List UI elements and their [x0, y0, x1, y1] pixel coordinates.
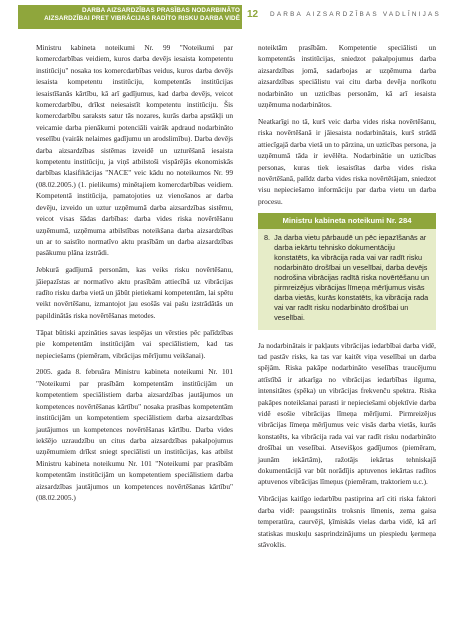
paragraph: Ja nodarbinātais ir pakļauts vibrācijas iedarbībai darba vidē, tad pastāv risks, ka tas var kaitēt viņa veselībai un darba spējām. Riska pakāpe nodarbināto veselības traucējumu attīstībā ir atkarīga no vibrācijas iedarbības ilguma, intensitātes (spēka) un vibrācijas frekvenču spektra. Riska pakāpes noteikšanai parasti ir nepieciešami objektīvie darba vidē esošie vibrācijas līmeņa mērījumi. Pirmreizējus vibrācijas līmeņa mērījumus veic visās darba vietās, kurās konstatēts, ka vibrācija rada vai var radīt risku nodarbināto drošībai un veselībai. Atsevišķos gadījumos (piemēram, jaunām iekārtām), ražotājs iekārtas tehniskajā dokumentācijā var būt norādījis aptuvenos iekārtas radītos aptuvenos vibrācijas līmeņus (piemēram, traktoriem u.c.). [258, 340, 436, 487]
paragraph: noteiktām prasībām. Kompetentie speciālisti un kompetentās institūcijas, sniedzot pakalpojumus darba aizsardzības jomā, sadarbojas ar uzņēmuma darba aizsardzības speciālistu vai citu darba devēja norīkotu nodarbināto un uzticības personām, kā arī iesaista uzņēmuma nodarbinātos. [258, 43, 436, 110]
left-text-column [36, 42, 233, 509]
callout-title: Ministru kabineta noteikumi Nr. 284 [258, 213, 436, 229]
regulation-callout-box [258, 213, 436, 330]
header-chapter-title [20, 7, 240, 23]
paragraph: Neatkarīgi no tā, kurš veic darba vides riska novērtēšanu, riska novērtēšanā ir jāiesaista nodarbinātais, kurš strādā attiecīgajā darba vietā un to pārzina, un uzticības persona, ja uzņēmumā tāda ir ievēlēta. Nodarbinātie un uzticības personas, kuras tiek iesaistītas darba vides riska novērtēšanā, palīdz darba vides riska novērtētājam, sniedzot visu nepieciešamo informāciju par darba vietu un darba procesu. [258, 116, 436, 206]
header-publication-title: DARBA AIZSARDZĪBAS VADLĪNIJAS [270, 11, 441, 18]
paragraph: 2005. gada 8. februāra Ministru kabineta noteikumi Nr. 101 "Noteikumi par prasībām kompetentām institūcijām un kompetentiem speciālistiem darba aizsardzības jautājumos un kompetences novērtēšanas kārtību" nosaka prasības kompetentām institūcijām un kompetentiem speciālistiem darba aizsardzības jautājumos un kompetences novērtēšanas kārtību. Darba vides iekšējo uzraudzību un citus darba aizsardzības pakalpojumus uzņēmumiem drīkst sniegt speciālisti un institūcijas, kas atbilst Ministru kabineta noteikumu Nr. 101 "Noteikumi par prasībām kompetentām institūcijām un kompetentiem speciālistiem darba aizsardzības jautājumos un kompetences novērtēšanas kārtību" (08.02.2005.) [36, 367, 233, 502]
page-number: 12 [247, 9, 259, 20]
paragraph: Vibrācijas kaitīgo iedarbību pastiprina arī citi riska faktori darba vidē: paaugstināts troksnis līmenis, zema gaisa temperatūra, caurvējš, ķīmiskās vielas darba vidē, kā arī statiskas muskuļu sasprindzinājums un piespiedu ķermeņa stāvoklis. [258, 494, 436, 549]
paragraph: Ministru kabineta noteikumi Nr. 99 "Noteikumi par komercdarbības veidiem, kuros darba devējs iesaista kompetentu institūciju" nosaka tos komercdarbības veidus, kuros darba devējs iesaista kompetentu institūciju, kompetentās institūcijas iesaistīšanās kārtību, kā arī gadījumus, kad darba devējs, veicot komercdarbību, drīkst neiesaistīt kompetentu institūciju. Šis komercdarbību saraksts satur tās nozares, kurās darba apstākļi un veicamie darba pienākumi potenciāli vairāk apdraud nodarbināto veselību (vairāk nelaimes gadījumu un arodslimību). Darba devējs darba aizsardzības sistēmas izveidē un uzturēšanā iesaista kompetentu institūciju, ja viņš atbilstoši vispārējās ekonomiskās darbības klasifikācijas "NACE" veic kādu no noteikumos Nr. 99 (08.02.2005.) (1. pielikums) minētajiem komercdarbības veidiem. Kompetentā institūcija, pamatojoties uz vienošanos ar darba devēju, izveido un uztur uzņēmumā darba aizsardzības sistēmu, veicot visas šādas darbības: darba vides riska novērtēšanu uzņēmumā, uzņēmuma atbilstības noteikšana darba aizsardzības un ar to saistīto normatīvo aktu prasībām un darba aizsardzības pasākumu plāna izstrādi. [36, 43, 233, 258]
page-header [0, 0, 453, 32]
callout-item-text: Ja darba vietu pārbaudē un pēc iepazīšanās ar darba iekārtu tehnisko dokumentāciju konstatēts, ka vibrācija rada vai var radīt risku nodarbināto drošībai un veselībai, darba devējs nodrošina vibrācijas radītā riska novērtēšanu un pirmreizējus vibrācijas līmeņa mērījumus visās darba vietās, kurās konstatēts, ka vibrācija rada vai var radīt risku nodarbināto drošībai un veselībai. [274, 232, 430, 323]
callout-item-number: 8. [264, 232, 271, 242]
paragraph: Jebkurā gadījumā personām, kas veiks risku novērtēšanu, jāiepazīstas ar normatīvo aktu prasībām attiecībā uz vibrācijas radīto risku darba vietā un jābūt pietiekami kompetentām, lai spētu veikt novērtēšanu, izmantojot jau esošās vai pašu izstrādātās un papildinātās riska novērtēšanas metodes. [36, 265, 233, 320]
header-chapter-line-2: AIZSARDZĪBAI PRET VIBRĀCIJAS RADĪTO RISKU DARBA VIDĒ [44, 15, 240, 22]
paragraph: Tāpat būtiski apzināties savas iespējas un vērsties pēc palīdzības pie kompetentām institūcijām vai speciālistiem, kad tas nepieciešams (piemēram, vibrācijas mērījumu veikšanai). [36, 327, 233, 360]
header-chapter-line-1: DARBA AIZSARDZĪBAS PRASĪBAS NODARBINĀTO [82, 7, 240, 14]
callout-item [258, 229, 436, 324]
right-text-column [258, 42, 436, 556]
